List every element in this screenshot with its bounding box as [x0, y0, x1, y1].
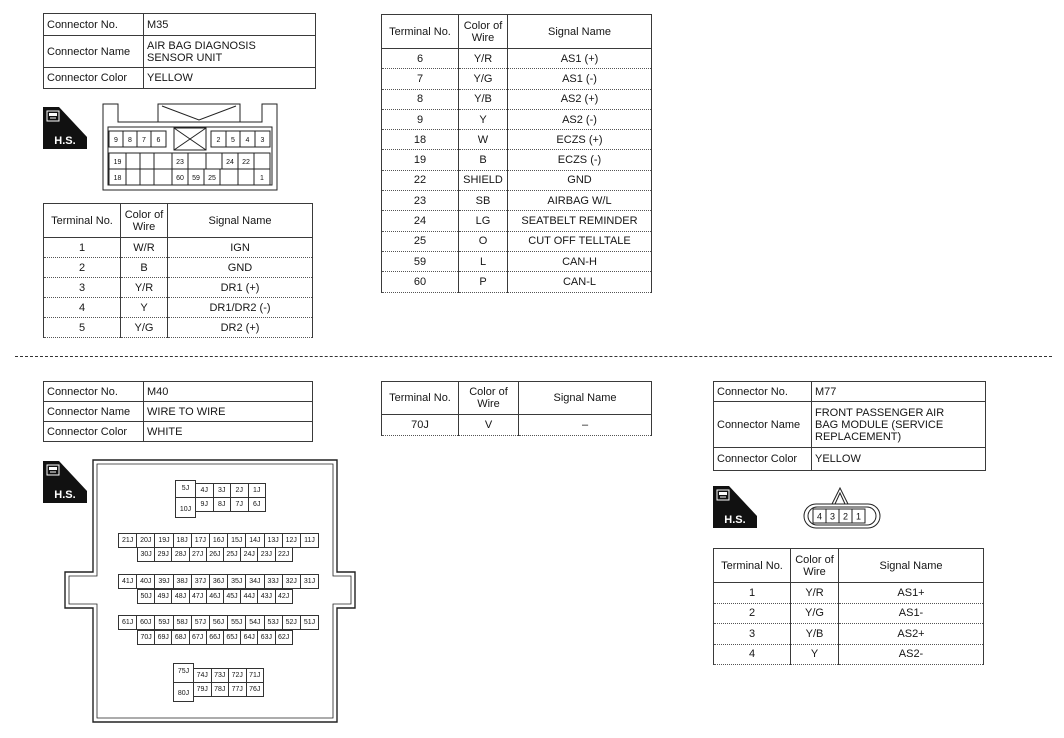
- harness-side-label: H.S.: [724, 514, 746, 526]
- terminal-cavity: 27J: [189, 547, 207, 562]
- terminal-no-cell: 25: [382, 231, 459, 251]
- wire-color-header: Color of Wire: [791, 549, 839, 583]
- terminal-rows: [382, 415, 652, 436]
- terminal-row: [382, 109, 652, 129]
- terminal-no-cell: 8: [382, 89, 459, 109]
- terminal-cavity: 50J: [137, 589, 155, 604]
- wire-color-cell: Y/G: [791, 603, 839, 624]
- terminal-no-cell: 18: [382, 130, 459, 150]
- terminal-cavity: 42J: [275, 589, 293, 604]
- terminal-row: [44, 258, 313, 278]
- terminal-cavity: 15J: [227, 533, 246, 548]
- terminal-row: [382, 211, 652, 231]
- cavity-number: 2: [842, 511, 849, 522]
- signal-name-cell: DR1/DR2 (-): [168, 298, 313, 318]
- terminal-cavity: 39J: [154, 574, 173, 589]
- connector-name-line: SENSOR UNIT: [147, 51, 223, 64]
- terminal-cavity: 19J: [154, 533, 173, 548]
- cavity-number: 60: [176, 175, 184, 182]
- terminal-cavity: 58J: [173, 615, 192, 630]
- signal-name-cell: AIRBAG W/L: [508, 191, 652, 211]
- terminal-row: [382, 150, 652, 170]
- terminal-cavity: 17J: [191, 533, 210, 548]
- terminal-cavity: 43J: [257, 589, 275, 604]
- signal-name-cell: AS1-: [839, 603, 984, 624]
- terminal-no-cell: 5: [44, 318, 121, 338]
- terminal-no-cell: 4: [714, 644, 791, 665]
- terminal-no-header: Terminal No.: [44, 204, 121, 238]
- terminal-row: [44, 278, 313, 298]
- terminal-no-cell: 7: [382, 69, 459, 89]
- wire-color-cell: L: [459, 251, 508, 271]
- cavity-number: 23: [176, 159, 184, 166]
- signal-name-cell: AS1 (+): [508, 49, 652, 69]
- terminal-cavity: 29J: [154, 547, 172, 562]
- terminal-cavity: 5J: [175, 480, 196, 498]
- terminal-cavity: 80J: [173, 682, 194, 702]
- terminal-cavity: 70J: [137, 630, 155, 645]
- harness-side-icon: [713, 486, 757, 528]
- terminal-cavity: 32J: [282, 574, 301, 589]
- harness-side-icon: [43, 107, 87, 149]
- terminal-no-cell: 6: [382, 49, 459, 69]
- wire-color-cell: SB: [459, 191, 508, 211]
- connector-name-label: Connector Name: [44, 402, 144, 422]
- wire-color-cell: Y/G: [121, 318, 168, 338]
- terminal-row: [714, 624, 984, 645]
- cavity-row: [119, 615, 319, 630]
- m35-connector-face: [100, 100, 282, 194]
- wire-color-cell: SHIELD: [459, 170, 508, 190]
- connector-name-line: BAG MODULE (SERVICE: [815, 418, 944, 431]
- wire-color-cell: P: [459, 272, 508, 292]
- terminal-cavity: 66J: [206, 630, 224, 645]
- terminal-no-cell: 2: [44, 258, 121, 278]
- terminal-cavity: 48J: [171, 589, 189, 604]
- m40-terminal-table: [381, 381, 652, 436]
- terminal-cavity: 31J: [300, 574, 319, 589]
- terminal-cavity: 56J: [209, 615, 228, 630]
- wire-color-header: Color of Wire: [121, 204, 168, 238]
- terminal-cavity: 59J: [154, 615, 173, 630]
- terminal-cavity: 28J: [171, 547, 189, 562]
- terminal-cavity: 55J: [227, 615, 246, 630]
- terminal-cavity: 21J: [118, 533, 137, 548]
- terminal-cavity: 40J: [136, 574, 155, 589]
- terminal-rows: [44, 238, 313, 338]
- cavity-row: [138, 630, 293, 645]
- wire-color-header: Color of Wire: [459, 15, 508, 49]
- cavity-row: [119, 574, 319, 589]
- terminal-cavity: 37J: [191, 574, 210, 589]
- terminal-row: [714, 644, 984, 665]
- terminal-no-cell: 4: [44, 298, 121, 318]
- terminal-cavity: 34J: [245, 574, 264, 589]
- terminal-row: [44, 318, 313, 338]
- harness-side-label: H.S.: [54, 489, 76, 501]
- connector-no-label: Connector No.: [44, 14, 144, 36]
- signal-name-cell: IGN: [168, 238, 313, 258]
- cavity-row: [196, 497, 266, 512]
- cavity-number: 6: [156, 137, 161, 144]
- terminal-no-cell: 22: [382, 170, 459, 190]
- wire-color-cell: Y/B: [459, 89, 508, 109]
- terminal-cavity: 65J: [223, 630, 241, 645]
- terminal-cavity: 25J: [223, 547, 241, 562]
- signal-name-cell: CUT OFF TELLTALE: [508, 231, 652, 251]
- terminal-cavity: 26J: [206, 547, 224, 562]
- terminal-cavity: 35J: [227, 574, 246, 589]
- cavity-row: [138, 589, 293, 604]
- terminal-row: [382, 69, 652, 89]
- terminal-no-cell: 3: [714, 624, 791, 645]
- terminal-row: [382, 231, 652, 251]
- wire-color-cell: Y/B: [791, 624, 839, 645]
- terminal-cavity: 67J: [189, 630, 207, 645]
- connector-color-label: Connector Color: [714, 448, 812, 471]
- cavity-row: [138, 547, 293, 562]
- section-divider: [15, 356, 1052, 357]
- signal-name-cell: AS2-: [839, 644, 984, 665]
- terminal-cavity: 6J: [248, 497, 267, 512]
- terminal-cavity: 51J: [300, 615, 319, 630]
- wire-color-cell: LG: [459, 211, 508, 231]
- connector-name-value: [144, 36, 316, 68]
- terminal-cavity: 16J: [209, 533, 228, 548]
- terminal-row: [714, 583, 984, 604]
- terminal-cavity: 73J: [211, 668, 230, 683]
- terminal-cavity: 52J: [282, 615, 301, 630]
- terminal-no-header: Terminal No.: [714, 549, 791, 583]
- connector-name-value: WIRE TO WIRE: [144, 402, 313, 422]
- connector-no-label: Connector No.: [714, 382, 812, 402]
- terminal-cavity: 76J: [246, 682, 265, 697]
- signal-name-cell: AS1 (-): [508, 69, 652, 89]
- connector-name-line: REPLACEMENT): [815, 430, 902, 443]
- terminal-row: [44, 298, 313, 318]
- signal-name-cell: GND: [508, 170, 652, 190]
- connector-no-value: M77: [812, 382, 986, 402]
- terminal-cavity: 78J: [211, 682, 230, 697]
- terminal-cavity: 62J: [275, 630, 293, 645]
- cavity-number: 8: [128, 137, 132, 144]
- terminal-cavity: 54J: [245, 615, 264, 630]
- wire-color-cell: O: [459, 231, 508, 251]
- terminal-rows: [382, 49, 652, 293]
- terminal-cavity: 13J: [264, 533, 283, 548]
- terminal-cavity: 61J: [118, 615, 137, 630]
- terminal-cavity: 14J: [245, 533, 264, 548]
- terminal-cavity: 8J: [213, 497, 232, 512]
- terminal-cavity: 10J: [175, 497, 196, 518]
- cavity-number: 5: [231, 137, 235, 144]
- connector-name-label: Connector Name: [44, 36, 144, 68]
- terminal-no-cell: 60: [382, 272, 459, 292]
- cavity-number: 2: [216, 137, 221, 144]
- wire-color-cell: Y: [121, 298, 168, 318]
- terminal-cavity: 57J: [191, 615, 210, 630]
- connector-name-line: AIR BAG DIAGNOSIS: [147, 39, 256, 52]
- signal-name-header: Signal Name: [519, 382, 652, 415]
- wire-color-cell: V: [459, 415, 519, 436]
- signal-name-cell: ECZS (-): [508, 150, 652, 170]
- signal-name-cell: AS2+: [839, 624, 984, 645]
- cavity-number: 1: [855, 511, 862, 522]
- terminal-row: [382, 272, 652, 292]
- m77-connector-face: [800, 484, 884, 532]
- cavity-number: 19: [113, 159, 122, 166]
- terminal-cavity: 44J: [240, 589, 258, 604]
- cavity-number: 4: [816, 511, 823, 522]
- terminal-cavity: 49J: [154, 589, 172, 604]
- cavity-number: 25: [208, 175, 216, 182]
- terminal-cavity: 64J: [240, 630, 258, 645]
- terminal-cavity: 18J: [173, 533, 192, 548]
- signal-name-cell: ECZS (+): [508, 130, 652, 150]
- terminal-no-cell: 23: [382, 191, 459, 211]
- connector-name-value: [812, 402, 986, 448]
- terminal-cavity: 68J: [171, 630, 189, 645]
- wire-color-cell: W: [459, 130, 508, 150]
- terminal-cavity: 3J: [213, 483, 232, 498]
- terminal-cavity: 20J: [136, 533, 155, 548]
- signal-name-cell: CAN-L: [508, 272, 652, 292]
- terminal-no-header: Terminal No.: [382, 15, 459, 49]
- cavity-number: 59: [192, 175, 200, 182]
- terminal-cavity: 41J: [118, 574, 137, 589]
- terminal-cavity: 75J: [173, 663, 194, 683]
- terminal-cavity: 72J: [228, 668, 247, 683]
- cavity-number: 1: [260, 175, 264, 182]
- terminal-no-cell: 24: [382, 211, 459, 231]
- terminal-cavity: 53J: [264, 615, 283, 630]
- terminal-cavity: 22J: [275, 547, 293, 562]
- terminal-cavity: 45J: [223, 589, 241, 604]
- connector-color-value: YELLOW: [144, 68, 316, 89]
- wire-color-cell: Y/R: [121, 278, 168, 298]
- wire-color-cell: Y: [459, 109, 508, 129]
- wire-color-cell: B: [121, 258, 168, 278]
- terminal-row: [382, 170, 652, 190]
- wire-color-cell: Y/R: [459, 49, 508, 69]
- terminal-cavity: 4J: [195, 483, 214, 498]
- cavity-number: 18: [113, 175, 122, 182]
- wire-color-cell: Y/G: [459, 69, 508, 89]
- signal-name-header: Signal Name: [168, 204, 313, 238]
- terminal-row: [382, 191, 652, 211]
- wire-color-header: Color of Wire: [459, 382, 519, 415]
- terminal-row: [382, 49, 652, 69]
- terminal-cavity: 23J: [257, 547, 275, 562]
- terminal-no-cell: 9: [382, 109, 459, 129]
- terminal-cavity: 60J: [136, 615, 155, 630]
- wire-color-cell: Y/R: [791, 583, 839, 604]
- terminal-no-cell: 70J: [382, 415, 459, 436]
- terminal-rows: [714, 583, 984, 665]
- terminal-cavity: 30J: [137, 547, 155, 562]
- connector-name-label: Connector Name: [714, 402, 812, 448]
- m35-terminal-table-a: [43, 203, 313, 338]
- connector-color-value: WHITE: [144, 422, 313, 442]
- terminal-cavity: 36J: [209, 574, 228, 589]
- signal-name-cell: CAN-H: [508, 251, 652, 271]
- terminal-cavity: 1J: [248, 483, 267, 498]
- cavity-row: [194, 682, 264, 697]
- signal-name-cell: DR1 (+): [168, 278, 313, 298]
- terminal-no-cell: 3: [44, 278, 121, 298]
- terminal-cavity: 47J: [189, 589, 207, 604]
- cavity-row: [196, 483, 266, 498]
- terminal-cavity: 24J: [240, 547, 258, 562]
- terminal-no-cell: 59: [382, 251, 459, 271]
- terminal-cavity: 12J: [282, 533, 301, 548]
- terminal-no-cell: 19: [382, 150, 459, 170]
- terminal-cavity: 77J: [228, 682, 247, 697]
- cavity-number: 3: [260, 137, 265, 144]
- terminal-row: [382, 89, 652, 109]
- m35-connector-info-table: [43, 13, 316, 89]
- terminal-cavity: 69J: [154, 630, 172, 645]
- terminal-cavity: 74J: [193, 668, 212, 683]
- terminal-cavity: 63J: [257, 630, 275, 645]
- terminal-cavity: 11J: [300, 533, 319, 548]
- cavity-number: 9: [114, 137, 118, 144]
- m40-connector-info-table: [43, 381, 313, 442]
- m35-terminal-table-b: [381, 14, 652, 293]
- cavity-number: 7: [142, 137, 146, 144]
- wire-color-cell: B: [459, 150, 508, 170]
- terminal-row: [44, 238, 313, 258]
- connector-no-value: M35: [144, 14, 316, 36]
- cavity-number: 4: [245, 137, 250, 144]
- cavity-number: 24: [226, 159, 234, 166]
- terminal-cavity: 33J: [264, 574, 283, 589]
- cavity-number: 3: [829, 511, 836, 522]
- terminal-row: [382, 415, 652, 436]
- m77-terminal-table: [713, 548, 984, 665]
- harness-side-label: H.S.: [54, 135, 76, 147]
- wire-color-cell: W/R: [121, 238, 168, 258]
- signal-name-cell: AS2 (+): [508, 89, 652, 109]
- m77-connector-info-table: [713, 381, 986, 471]
- terminal-cavity: 9J: [195, 497, 214, 512]
- signal-name-cell: AS1+: [839, 583, 984, 604]
- connector-no-value: M40: [144, 382, 313, 402]
- cavity-row: [119, 533, 319, 548]
- cavity-row: [194, 668, 264, 683]
- terminal-cavity: 79J: [193, 682, 212, 697]
- terminal-cavity: 38J: [173, 574, 192, 589]
- signal-name-header: Signal Name: [839, 549, 984, 583]
- terminal-no-header: Terminal No.: [382, 382, 459, 415]
- terminal-no-cell: 1: [44, 238, 121, 258]
- signal-name-cell: AS2 (-): [508, 109, 652, 129]
- terminal-cavity: 7J: [230, 497, 249, 512]
- terminal-row: [382, 251, 652, 271]
- connector-color-label: Connector Color: [44, 422, 144, 442]
- terminal-cavity: 2J: [230, 483, 249, 498]
- wire-color-cell: Y: [791, 644, 839, 665]
- connector-color-label: Connector Color: [44, 68, 144, 89]
- signal-name-header: Signal Name: [508, 15, 652, 49]
- terminal-cavity: 46J: [206, 589, 224, 604]
- signal-name-cell: DR2 (+): [168, 318, 313, 338]
- cavity-number: 22: [242, 159, 250, 166]
- terminal-row: [382, 130, 652, 150]
- connector-color-value: YELLOW: [812, 448, 986, 471]
- connector-no-label: Connector No.: [44, 382, 144, 402]
- signal-name-cell: SEATBELT REMINDER: [508, 211, 652, 231]
- connector-name-line: FRONT PASSENGER AIR: [815, 406, 945, 419]
- signal-name-cell: –: [519, 415, 652, 436]
- terminal-no-cell: 1: [714, 583, 791, 604]
- signal-name-cell: GND: [168, 258, 313, 278]
- terminal-row: [714, 603, 984, 624]
- terminal-no-cell: 2: [714, 603, 791, 624]
- terminal-cavity: 71J: [246, 668, 265, 683]
